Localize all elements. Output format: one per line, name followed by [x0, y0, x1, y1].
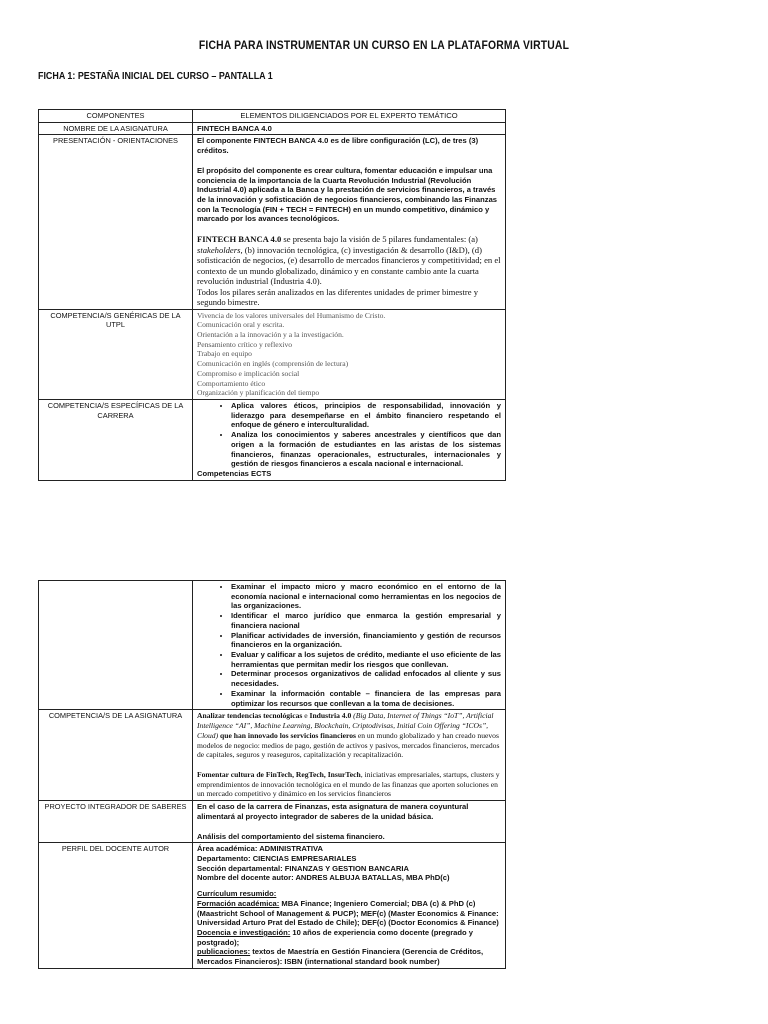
- list-item: Orientación a la innovación y a la investigación.: [197, 330, 344, 340]
- list-item: • Examinar el impacto micro y macro económico en el entorno de la economía nacional e internacional como herramientas en los negocios de las organizaciones.: [231, 582, 501, 611]
- course-name: FINTECH BANCA 4.0: [193, 122, 506, 135]
- presentation-paragraph-1: El componente FINTECH BANCA 4.0 es de libre configuración (LC), de tres (3) créditos.: [197, 136, 479, 156]
- list-item: Comunicación oral y escrita.: [197, 320, 285, 330]
- row-label-genericas: COMPETENCIA/S GENÉRICAS DE LA UTPL: [39, 309, 193, 399]
- project-cell: [193, 801, 506, 843]
- row-label-perfil: PERFIL DEL DOCENTE AUTOR: [39, 843, 193, 969]
- course-table-page-2: [38, 580, 506, 969]
- list-item: Pensamiento crítico y reflexivo: [197, 339, 293, 349]
- list-item: Comportamiento ético: [197, 378, 266, 388]
- table-row: [39, 581, 506, 710]
- table-row: [39, 122, 506, 135]
- presentation-paragraph-3: [197, 234, 501, 286]
- column-header-elementos: ELEMENTOS DILIGENCIADOS POR EL EXPERTO TEMÁTICO: [193, 110, 506, 123]
- pillars-text-b: , (b) innovación tecnológica, (c) investigación & desarrollo (I&D), (d) sofisticación de negocios, (e) desarrollo de mercados financieros y competitividad; en el contexto de un mundo globalizado, dinámico y en constante cambio ante la cuarta revolución industrial (Industria 4.0).: [197, 244, 501, 287]
- project-paragraph-2: Análisis del comportamiento del sistema financiero.: [197, 831, 385, 841]
- teaching-research-label: Docencia e investigación:: [197, 928, 291, 937]
- stakeholders-term: stakeholders: [197, 244, 241, 255]
- presentation-paragraph-2: El propósito del componente es crear cultura, fomentar educación e impulsar una conciencia de la importancia de la Cuarta Revolución Industrial (Revolución Industrial 4.0) aplicada a la Banca y la prestación de servicios financieros, a través de la innovación y sofisticación de negocios financieros, combinando las Finanzas con la Tecnología (FIN + TECH = FINTECH) en un mundo competitivo, dinámico y marcado por los avances tecnológicos.: [197, 165, 498, 224]
- author-name: Nombre del docente autor: ANDRES ALBUJA BATALLAS, MBA PhD(c): [197, 873, 450, 883]
- publications-label: publicaciones:: [197, 947, 251, 957]
- row-label-especificas: COMPETENCIA/S ESPECÍFICAS DE LA CARRERA: [39, 400, 193, 481]
- competency-1-connector: e: [302, 711, 310, 721]
- cv-title: Currículum resumido:: [197, 889, 277, 899]
- row-label-asignatura: NOMBRE DE LA ASIGNATURA: [39, 122, 193, 135]
- table-row: [39, 135, 506, 309]
- specific-competencies-cell: [193, 400, 506, 481]
- competency-1-industry: Industria 4.0: [309, 711, 352, 721]
- ects-competencies-list: [197, 582, 501, 708]
- table-row: [39, 309, 506, 399]
- column-header-componentes: COMPONENTES: [39, 110, 193, 123]
- author-profile-cell: [193, 843, 506, 969]
- table-row: [39, 801, 506, 843]
- competency-1-services: que han innovado los servicios financieros: [218, 730, 356, 740]
- presentation-paragraph-4: Todos los pilares serán analizados en las diferentes unidades de primer bimestre y segundo bimestre.: [197, 286, 478, 308]
- teaching-research-text: 10 años de experiencia como docente (pregrado y postgrado);: [197, 928, 473, 947]
- project-paragraph-1: En el caso de la carrera de Finanzas, esta asignatura de manera coyuntural alimentará al proyecto integrador de saberes de la unidad básica.: [197, 802, 469, 821]
- empty-label-cell: [39, 581, 193, 710]
- document-subtitle: FICHA 1: PESTAÑA INICIAL DEL CURSO – PANTALLA 1: [38, 70, 273, 82]
- competency-1-heading: Analizar tendencias tecnológicas: [197, 711, 303, 721]
- document-title: FICHA PARA INSTRUMENTAR UN CURSO EN LA PLATAFORMA VIRTUAL: [198, 40, 570, 52]
- course-table-page-1: [38, 109, 506, 481]
- table-row: [39, 843, 506, 969]
- list-item: • Analiza los conocimientos y saberes ancestrales y científicos que dan origen a la formación de estudiantes en las aristas de los sistemas financieros, finanzas operacionales, estructurales, internacionales y gestión de riesgos financieros a escala nacional e internacional.: [231, 430, 501, 469]
- list-item: • Aplica valores éticos, principios de responsabilidad, innovación y liderazgo para desempeñarse en el ámbito financiero respetando el enfoque de género e interculturalidad.: [231, 401, 501, 430]
- academic-background-text: MBA Finance; Ingeniero Comercial; DBA (c) & PhD (c) (Maastricht School of Management & PUCP); MEF(c) (Master Economics & Finance: Universidad Arturo Prat del Estado de Chile); DEF(c) (Doctor Economics & Finance): [197, 898, 499, 928]
- row-label-asignatura-competencias: COMPETENCIA/S DE LA ASIGNATURA: [39, 710, 193, 801]
- publications-text: textos de Maestría en Gestión Financiera (Gerencia de Créditos, Mercados Financieros): ISBN (international standard book number): [197, 947, 484, 967]
- list-item: Trabajo en equipo: [197, 349, 252, 359]
- competency-2-rest: , iniciativas empresariales, startups, clusters y emprendimientos de innovación tecnológica en el mundo de las finanzas que aporten soluciones en un mercado competitivo y dinámico en los servicios financieros: [197, 769, 500, 799]
- list-item: Organización y planificación del tiempo: [197, 388, 320, 398]
- department: Departamento: CIENCIAS EMPRESARIALES: [197, 853, 357, 863]
- list-item: Vivencia de los valores universales del Humanismo de Cristo.: [197, 310, 386, 320]
- academic-background-label: Formación académica:: [197, 898, 280, 908]
- course-competencies-cell: [193, 710, 506, 801]
- list-item: Comunicación en inglés (comprensión de lectura): [197, 359, 349, 369]
- academic-area: Área académica: ADMINISTRATIVA: [197, 844, 324, 854]
- course-competency-2: [197, 770, 501, 799]
- teaching-research: [197, 928, 501, 947]
- list-item: • Evaluar y calificar a los sujetos de crédito, mediante el uso eficiente de las herramientas que permitan medir los riesgos que conllevan.: [231, 650, 501, 669]
- competency-1-rest: en un mundo globalizado y han creado nuevos modelos de negocio: medios de pago, gestión de activos y pasivos, mercados financieros, mercados de capitales, seguros y reaseguros, capitalización y recapitalización.: [197, 730, 500, 760]
- row-label-presentacion: PRESENTACIÓN - ORIENTACIONES: [39, 135, 193, 309]
- list-item: • Examinar la información contable – financiera de las empresas para optimizar los recursos que conllevan a la toma de decisiones.: [231, 689, 501, 708]
- generic-competencies-cell: [193, 309, 506, 399]
- ects-label: Competencias ECTS: [197, 469, 272, 479]
- course-competency-1: [197, 711, 501, 760]
- course-name-inline: FINTECH BANCA 4.0: [197, 234, 282, 245]
- publications: [197, 947, 501, 966]
- table-header-row: [39, 110, 506, 123]
- specific-competencies-list: [197, 401, 501, 469]
- pillars-text-a: se presenta bajo la visión de 5 pilares fundamentales: (a): [281, 234, 478, 245]
- table-row: [39, 400, 506, 481]
- list-item: • Planificar actividades de inversión, financiamiento y gestión de recursos financieros en la organización.: [231, 631, 501, 650]
- competency-1-technologies: (Big Data, Internet of Things “IoT”, Artificial Intelligence “AI”, Machine Learning, Blockchain, Criptodivisas, Initial Coin Offering “ICOs”, Cloud): [197, 711, 494, 740]
- ects-competencies-cell: [193, 581, 506, 710]
- list-item: • Determinar procesos organizativos de calidad enfocados al cliente y sus necesidades.: [231, 669, 501, 688]
- academic-background: [197, 899, 501, 928]
- presentation-cell: [193, 135, 506, 309]
- row-label-proyecto: PROYECTO INTEGRADOR DE SABERES: [39, 801, 193, 843]
- section: Sección departamental: FINANZAS Y GESTION BANCARIA: [197, 863, 409, 873]
- competency-2-heading: Fomentar cultura de FinTech, RegTech, InsurTech: [197, 769, 361, 779]
- list-item: Compromiso e implicación social: [197, 368, 300, 378]
- table-row: [39, 710, 506, 801]
- list-item: • Identificar el marco jurídico que enmarca la gestión empresarial y financiera nacional: [231, 611, 501, 630]
